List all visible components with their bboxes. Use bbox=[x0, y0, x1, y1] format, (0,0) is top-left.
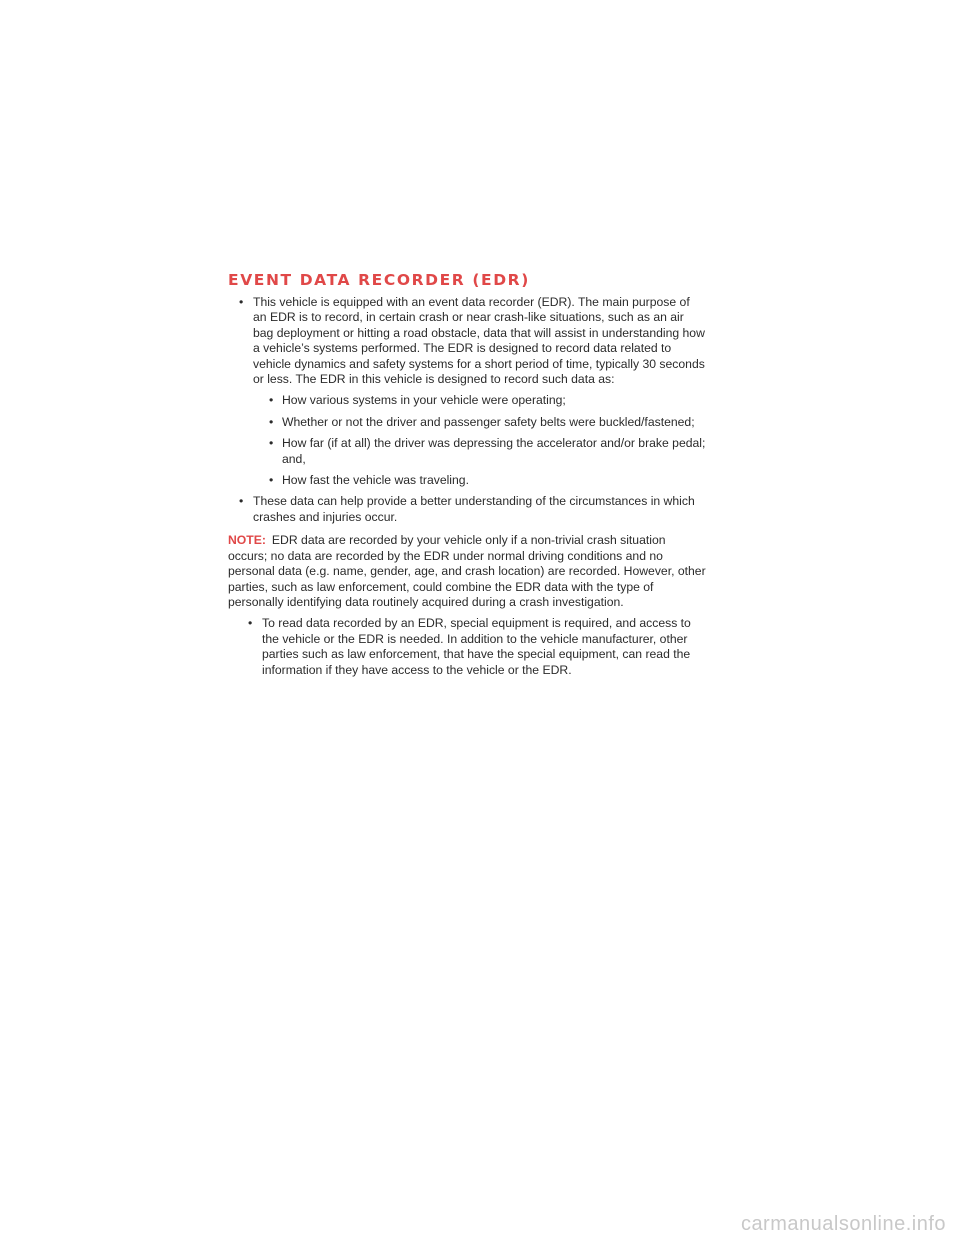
main-bullet-list bbox=[228, 295, 706, 525]
bullet-text-understanding: These data can help provide a better understanding of the circumstances in which crashes and injuries occur. bbox=[253, 494, 695, 524]
section-heading: EVENT DATA RECORDER (EDR) bbox=[228, 271, 530, 289]
list-item bbox=[228, 295, 706, 488]
bullet-text-reading-data: To read data recorded by an EDR, special equipment is required, and access to the vehicle or the EDR is needed. In addition to the vehicle manufacturer, other parties such as law enforcement, that have the special equipment, can read the information if they have access to the vehicle or the EDR. bbox=[262, 616, 691, 677]
list-item: • How far (if at all) the driver was depressing the accelerator and/or brake pedal; and, bbox=[253, 436, 706, 467]
section-body bbox=[228, 295, 706, 678]
list-item bbox=[228, 494, 706, 525]
list-item: • How fast the vehicle was traveling. bbox=[253, 473, 706, 488]
bullet-text-edr-purpose: This vehicle is equipped with an event data recorder (EDR). The main purpose of an EDR is to record, in certain crash or near crash-like situations, such as an air bag deployment or hitting a road obstacle, data that will assist in understanding how a vehicle’s systems performed. The EDR is designed to record data related to vehicle dynamics and safety systems for a short period of time, typically 30 seconds or less. The EDR in this vehicle is designed to record such data as: bbox=[253, 295, 705, 387]
list-item: • How various systems in your vehicle were operating; bbox=[253, 393, 706, 408]
list-item: • Whether or not the driver and passenger safety belts were buckled/fastened; bbox=[253, 415, 706, 430]
list-item bbox=[228, 616, 706, 678]
secondary-bullet-list bbox=[228, 616, 706, 678]
note-label: NOTE: bbox=[228, 533, 266, 548]
note-text: EDR data are recorded by your vehicle only if a non-trivial crash situation occurs; no data are recorded by the EDR under normal driving conditions and no personal data (e.g. name, gender, age, and crash location) are recorded. However, other parties, such as law enforcement, could combine the EDR data with the type of personally identifying data routinely acquired during a crash investigation. bbox=[228, 533, 706, 609]
recorded-data-list bbox=[253, 393, 706, 488]
watermark-logo: carmanualsonline.info bbox=[740, 1213, 946, 1235]
note-paragraph bbox=[228, 533, 706, 610]
